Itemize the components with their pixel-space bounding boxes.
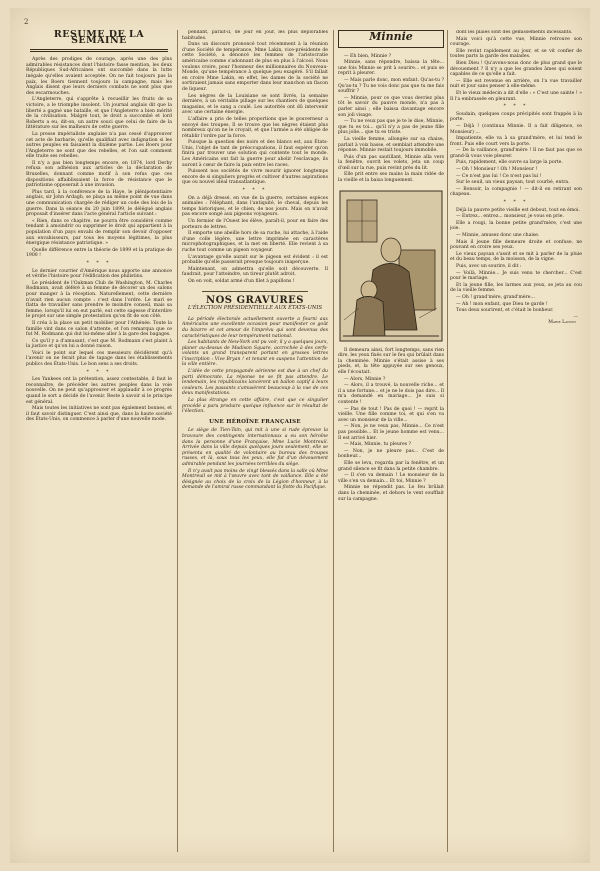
paragraph: — Bonsoir, la compagnie ! — dit-il en retirant son chapeau.: [450, 186, 582, 198]
paragraph: Elle prit entre ses mains la main ridée de la vieille et la baisa longuement.: [338, 172, 444, 184]
title-rule: [30, 49, 168, 52]
paragraph: Dans un discours prononcé tout récemment à la réunion d'une Société de tempérance, Mme Lakin, vice-présidente de cette Société, a dénoncé les femmes de l'aristocratie américaine comme s'adonnant de plus en plus à l'alcool. Nous voulons croire, pour l'honneur des millionnaires du Nouveau-Monde, qu'une tempérance à quelque peu exagéré. S'il fallait en croire Mme Lakin, en effet, les dames de la société ne sortiraient jamais sans emporter dans leur manchon un flacon de liqueur.: [182, 42, 328, 92]
col4-paragraphs-b: [450, 112, 582, 198]
newspaper-page: [10, 8, 590, 863]
paragraph: Elle a rougi, la bonne petite grand'mère, c'est une joie.: [450, 220, 582, 232]
separator: * * *: [242, 188, 268, 194]
paragraph: La période électorale actuellement ouverte a fourni aux Américains une excellente occasion pour manifester ce goût du bizarre et cet amour de l'imprévu qui sont devenus des caractéristiques de leur tempérament national.: [182, 316, 328, 339]
paragraph: — Oh ! grand'mère, grand'mère...: [456, 294, 535, 300]
paragraph: — Alors, Minnie ?: [344, 376, 386, 382]
col4-paragraphs-c: [450, 208, 582, 314]
paragraph: Le président de l'Oakman Club de Washington, M. Charles Rodmann, avait déféré à sa femme de décorer un des salons pour manger à la réception. Naturellement, cette dernière n'avait rien aucun compte : c'est dans l'ordre. Le mari se flatta de travailler sans prendre le moindre conseil, mais sa femme, lorsqu'il lui en eut parlé, eut cette sagesse d'interdire le projet sur une simple protestation qu'on fit de son côté.: [26, 280, 172, 320]
minnie-paragraphs: [338, 54, 444, 184]
paragraph: — Alors, il a trouvé, la nouvelle riche... et il a une fortune... et je ne le dois pas dire... Il m'a demandé en mariage... Je suis si contente !: [338, 383, 444, 405]
paragraph: pendant, paraît-il, de jour en jour, les plus déplorables habitudes.: [182, 30, 328, 41]
paragraph: — De la vaillance, grand'mère ! Il ne faut pas que ce grand-là vous voie pleurer.: [450, 148, 582, 159]
illustration-image: [339, 190, 443, 342]
separator: * * *: [86, 369, 112, 375]
paragraph: Ce qu'il y a d'amusant, c'est que M. Rodmann s'est plaint à la justice et qu'on lui a donné raison.: [26, 338, 172, 350]
paragraph: — Oh ! Monsieur ! Oh ! Monsieur !: [456, 167, 538, 173]
paragraph: — Minnie, amusez donc une chaise.: [456, 233, 540, 238]
paragraph: — Ce n'est pas lui ! Ce n'est pas lui !: [456, 173, 542, 179]
paragraph: — Elle est revenue en arrière, on l'a vue travailler nuit et jour sans penser à elle-même.: [450, 78, 582, 90]
paragraph: Quelle différence entre la théorie de 1899 et la pratique de 1900 !: [26, 247, 172, 259]
heroine-heading: UNE HÉROÏNE FRANÇAISE: [209, 418, 301, 425]
col2-paragraphs-b: [182, 196, 328, 285]
paragraph: — Pas de tout ! Pas de quoi ! — reprit la vieille. Une fille comme toi, et qui s'en va avec un monsieur de la ville...: [338, 406, 444, 423]
separator: * * *: [86, 260, 112, 266]
gravures-italic-text: [182, 317, 328, 415]
gravures-subtitle: L'ÉLECTION PRÉSIDENTIELLE AUX ÉTATS-UNIS: [187, 305, 323, 312]
column-resume: [26, 30, 172, 852]
paragraph: — Déjà ! (continua Minnie. Il a fait diligence, ce Monsieur) ...: [450, 123, 582, 135]
paragraph: Il demeura ainsi, fort longtemps, sans rien dire, les yeux fixés sur le feu qui brûlait dans la cheminée. Minnie s'était assise à ses pieds, et, la tête appuyée sur ses genoux, elle l'écoutait.: [338, 347, 444, 376]
column-rule: [333, 30, 334, 852]
paragraph: Puissent nos sociétés de vivre mourir ignorer longtemps encore de si singuliers progrès et cultiver d'autres aspirations que ou nouvel idéal transatlantique.: [182, 169, 328, 186]
paragraph: Impatiente, elle va à sa grand'mère, et lui tend le front. Puis elle court vers la porte.: [450, 136, 582, 147]
paragraph: Voici le point sur lequel ces messieurs décidèrent qu'à l'avenir on ne ferait plus de tapage dans les établissements publics des États-Unis. Le bon sens a ses droits.: [26, 350, 172, 368]
paragraph: — Minnie, pour ce que vous devriez plus tôt le savoir du pauvre monde, n'a pas à parler ainsi ; elle baissa davantage encore son joli visage.: [338, 95, 444, 118]
paragraph: Maintenant, on admettra qu'elle soit découverte. Il faudrait, pour l'atteindre, un tireur plutôt adroit.: [182, 266, 328, 278]
resume-paragraphs: [26, 57, 172, 259]
section-rule: [202, 291, 308, 292]
column-four: [450, 30, 582, 852]
paragraph: — Eh bien, Minnie ?: [344, 53, 392, 59]
paragraph: — Il s'en va demain ! Le monsieur de la ville s'en va demain... Et toi, Minnie ?: [338, 473, 444, 484]
paragraph: Puisque la question des noirs et des blancs est, aux États-Unis, l'objet de tant de préoccupations, il faut espérer qu'on finira par trouver une solution qui contente tout le monde. Les Américains ont fait la guerre pour abolir l'esclavage, ils auront à cœur de faire la paix entre les races.: [182, 140, 328, 168]
paragraph: Les habitants de New-York ont pu voir, il y a quelques jours, planer au-dessus de Madison Square, accrochée à des cerfs-volants un grand transparent portant en grosses lettres l'inscription : Vive Bryan ! et tenant en suspens l'attention de la ville entière.: [182, 340, 328, 368]
date-line: —: [573, 314, 578, 320]
page-number: 2: [24, 18, 29, 26]
paragraph: Un fermier de l'Ouest les élève, paraît-il, pour en faire des porteurs de lettres.: [182, 219, 328, 230]
paragraph: Minnie ne répondit pas. Le feu brûlait dans la cheminée, et dehors le vent soufflait sur la campagne.: [338, 485, 444, 502]
column-rule: [447, 30, 448, 852]
paragraph: Les nègres de la Louisiane se sont livrés, la semaine dernière, à un véritable pillage sur les chantiers de quelques magasins, et le sang a coulé. Les autorités ont dû intervenir avec une certaine énergie.: [182, 93, 328, 116]
paragraph: La presse impérialiste anglaise n'a pas cessé d'approuver cet acte de barbarie, qu'elle qualifiait avec indignation si les autres peuples en faisaient la dixième partie. Les Boers pour l'Angleterre ne sont que des rebelles, et l'on sait comment elle traite ses rebelles.: [26, 131, 172, 160]
paragraph: Il emporte une abeille hors de sa ruche, lui attache, à l'aide d'une colle légère, une lettre imprimée en caractères microphotographiques, et la met en liberté. Elle revient à sa ruche tout comme un pigeon voyageur.: [182, 231, 328, 253]
separator: * * *: [503, 104, 529, 110]
separator: * * *: [503, 200, 529, 206]
paragraph: dont les plaies sont des gémissements incessants.: [456, 30, 573, 35]
resume-paragraphs-b: [26, 269, 172, 368]
paragraph: La vieille femme, allongée sur sa chaise, parlait à voix basse, et semblait attendre une réponse. Minnie restait toujours immobile.: [338, 136, 444, 154]
minnie-title-box: [338, 30, 444, 48]
paragraph: — Mais, Minnie, tu pleures ?: [344, 442, 411, 448]
paragraph: — Voilà, Minnie... Je suis venu te chercher... C'est pour le mariage.: [450, 270, 582, 282]
author-signature: Marie Lanvin: [548, 320, 576, 326]
paragraph: Il n'y a pas bien longtemps encore, en 1874, lord Derby refusa son adhésion aux articles de la déclaration de Bruxelles, donnant comme motif à son refus que ces dispositions affaiblissaient la force de résistance que le patriotisme opposerait à une invasion.: [26, 160, 172, 189]
paragraph: — Tu ne veux pas que je te le dise, Minnie, que tu es toi... qu'il n'y a pas de jeune fille plus jolie... que tu es triste.: [338, 119, 444, 136]
paragraph: On en voit, soldat armé d'un filet à papillons !: [188, 278, 295, 284]
paragraph: L'Angleterre, qui s'apprête à recueillir les fruits de sa victoire, a le triomphe insolent. Un journal anglais dit que la liberté a gagné une bataille, et que l'Angleterre a bien mérité de la civilisation. Malgré tout, le droit a succombé et lord Roberts a eu, dit-on, un autre souci que celui de faire de la littérature sur les malheurs de cette guerre.: [26, 97, 172, 131]
paragraph: Il créa à la place un petit mobilier pour l'Athénée. Toute la famille vint dans ce salon d'attente, et l'on remarqua que ce fut M. Rodmann qui dut lui-même aller à la gare des bagages.: [26, 320, 172, 338]
paragraph: Les Yankees ont la prétention, assez contestable, il faut le reconnaître, de précéder les autres peuples dans la voie nouvelle. On ne peut qu'approuver et applaudir à ce progrès quand le sort a décidé de l'avenir. Reste à savoir si le principe est général.: [26, 377, 172, 405]
paragraph: Sur le seuil, un vieux paysan, tout courbé, entra.: [456, 180, 570, 186]
paragraph: Il n'y avait pas moins de vingt blessés dans la salle où Mme Montreuil se mit à l'œuvre avec tant de vaillance. Elle a été désignée au choix de la croix de la Légion d'honneur, à la demande de l'amiral russe commandant la flotte du Pacifique.: [182, 468, 328, 491]
paragraph: — Entrez... entrez... monsieur, je vous en prie.: [456, 214, 564, 220]
paragraph: — Non, je ne veux pas, Minnie... Ce n'est pas possible... Et le jeune homme est venu... Il est arrivé hier.: [338, 424, 444, 441]
minnie-paragraphs-b: [338, 348, 444, 502]
paragraph: Elle se leva, regarda par la fenêtre, et un grand silence se fit dans la petite chambre.: [338, 460, 444, 472]
paragraph: — Non, je ne pleure pas... C'est de bonheur...: [338, 448, 444, 460]
paragraph: « Rien, dans ce chapitre, ne pourra être considéré comme tendant à amoindrir ou supprimer le droit qui appartient à la population d'un pays envahi de remplir son devoir d'opposer aux envahisseurs, par tous les moyens légitimes, la plus énergique résistance patriotique. »: [26, 218, 172, 247]
paragraph: Bien Dieu ! Qu'avons-nous donc de plus grand que le dévouement ? Il n'y a que les grandes âmes qui soient capables de ce qu'elle a fait.: [450, 60, 582, 78]
paragraph: On a déjà dressé, en vue de la guerre, certaines espèces animales : l'éléphant, dans l'antiquité, le cheval, depuis les temps historiques, et le chien, de nos jours. Mais on n'avait pas encore songé aux pigeons voyageurs.: [182, 195, 328, 218]
gravures-title: NOS GRAVURES: [205, 294, 305, 306]
paragraph: Soudain, quelques coups précipités sont frappés à la porte.: [450, 111, 582, 123]
col4-paragraphs: [450, 30, 582, 102]
col2-paragraphs: [182, 30, 328, 186]
minnie-title: Minnie: [369, 30, 413, 43]
paragraph: Et le vieux médecin a dit d'elle : « C'est une sainte ! » Il l'a embrassée en pleurant.: [450, 90, 582, 102]
paragraph: Minnie, sans répondre, baissa la tête... une fois Minnie se prit à sourire... et puis se reprit à pleurer.: [338, 60, 444, 77]
paragraph: Puis, rapidement, elle ouvre sa large la porte.: [456, 160, 563, 166]
paragraph: L'affaire a pris de telles proportions que le gouverneur a envoyé des troupes. Il se trouve que les nègres étaient plus nombreux qu'on ne le croyait, et que l'armée a été obligée de rétablir l'ordre par la force.: [182, 116, 328, 139]
paragraph: Elle revint rapidement au jour, et se vit confier de toutes parts la garde des malades.: [450, 48, 582, 60]
paragraph: L'idée de cette propagande aérienne est due à un chef du parti démocrate. La réponse ne se fit pas attendre. Le lendemain, les républicains lancèrent un ballon captif à leurs couleurs. Les passants s'amusèrent beaucoup à la vue de ces deux manifestations.: [182, 369, 328, 397]
paragraph: Et la jeune fille, les larmes aux yeux, se jeta au cou de la vieille femme.: [450, 282, 582, 294]
resume-title: RÉSUMÉ DE LA SEMAINE: [53, 30, 145, 46]
column-two: [182, 30, 328, 852]
heroine-text: [182, 428, 328, 491]
paragraph: — Mais parle donc, mon enfant. Qu'as-tu ? Qu'as-tu ? Tu ne vois donc pas que tu me fais souffrir ?: [338, 77, 444, 95]
paragraph: Puis d'un pas sautillant, Minnie alla vers la fenêtre, ouvrit les volets, jeta un coup d'œil sur la rue, puis revint près du lit.: [338, 154, 444, 171]
paragraph: Tous deux sourirent, et c'était le bonheur.: [456, 308, 554, 314]
paragraph: Le siège de Tien-Tsin, qui mit à une si rude épreuve la bravoure des contingents internationaux a eu son héroïne dans la personne d'une Française, Mme Lucie Montreuil. Arrivée dans la ville depuis quelques jours seulement, elle se présenta en qualité de volontaire au bureau des troupes russes, et là, sous tous les yeux, elle fut d'un dévouement admirable pendant les journées terribles du siège.: [182, 428, 328, 467]
column-rule: [177, 30, 178, 852]
paragraph: L'avantage qu'elle aurait sur le pigeon est évident : il est probable qu'elle passerait presque toujours inaperçue.: [182, 254, 328, 266]
paragraph: Le vieux paysan s'assit et se mit à parler de la pluie et du beau temps, de la moisson, de la vigne.: [450, 251, 582, 263]
resume-paragraphs-c: [26, 377, 172, 423]
paragraph: Mais voici qu'à cette vue, Minnie retrouve son courage.: [450, 36, 582, 48]
paragraph: Mais il jeune fille demeure droite et confuse, ne pouvant en croire ses yeux.: [450, 239, 582, 251]
paragraph: Mais toutes les initiatives ne sont pas également bonnes, et il faut savoir distinguer. C'est ainsi que, dans la haute société des États-Unis, on commence à parler d'une nouvelle mode.: [26, 406, 172, 423]
paragraph: Après des prodiges de courage, après une des plus admirables résistances dont l'histoire fasse mention, les deux Républiques Sud-Africaines ont succombé dans la lutte inégale qu'elles avaient acceptée. On ne fait toujours pas la paix, les Boers tiennent toujours la campagne, mais les Anglais disent que leurs derniers combats ne sont plus que des escarmouches.: [26, 57, 172, 96]
column-minnie: [338, 30, 444, 852]
paragraph: La plus étrange en cette affaire, c'est que ce singulier procédé a paru produire quelque influence sur le résultat de l'élection.: [182, 398, 328, 415]
paragraph: Le dernier courrier d'Amérique nous apporte une annonce et vérifie l'histoire pour l'édification des philistins.: [26, 268, 172, 280]
paragraph: Plus tard, à la conférence de la Haye, le plénipotentiaire anglais, sir John Ardagh, se plaça au même point de vue dans une communication chargée de rédiger un code des lois de la guerre. Dans la séance du 20 juin 1899, le délégué anglais proposait d'insérer dans l'acte général l'article suivant :: [26, 189, 172, 218]
paragraph: Puis, avec un sourire, il dit :: [456, 263, 522, 269]
paragraph: Déjà la pauvre petite vieille est debout, tout en émoi.: [456, 207, 580, 213]
paragraph: — Ah ! mon enfant, que Dieu te garde !: [456, 301, 548, 307]
